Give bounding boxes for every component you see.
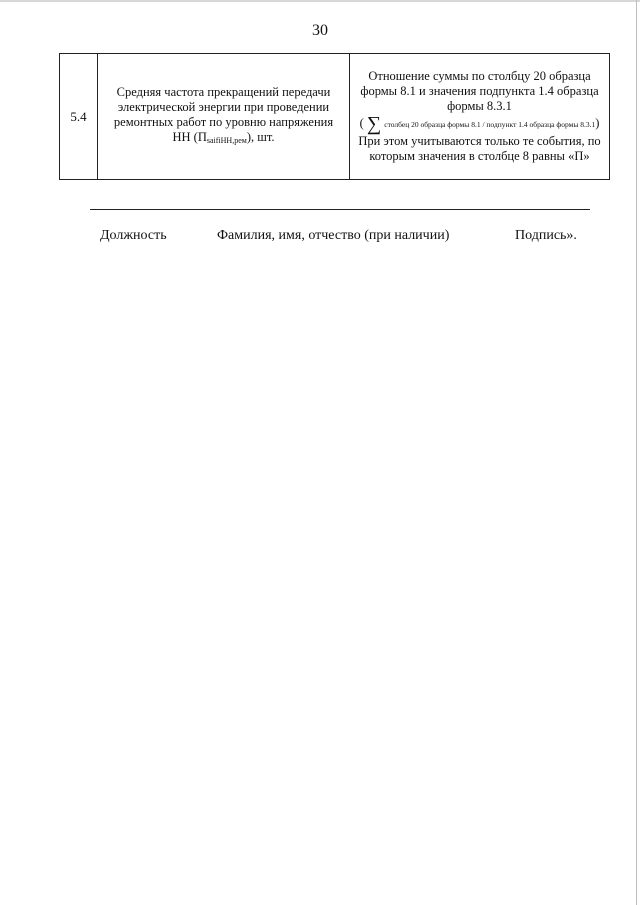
signature-label: Подпись». (515, 228, 577, 243)
table-row (60, 54, 610, 180)
indicator-name-unit: ), шт. (246, 130, 275, 144)
scan-right-edge (636, 0, 637, 905)
calculation-intro: Отношение суммы по столбцу 20 образца формы 8.1 и значения подпункта 1.4 образца формы 8.3.1 (360, 69, 599, 113)
signature-rule (90, 209, 590, 210)
calculation-formula (356, 113, 603, 135)
indicator-name-subscript: saifiНН,рем (206, 136, 247, 145)
position-label: Должность (100, 228, 167, 243)
calculation-method (350, 54, 610, 180)
formula-text: столбец 20 образца формы 8.1 / подпункт 1.4 образца формы 8.3.1 (384, 120, 596, 129)
fullname-label: Фамилия, имя, отчество (при наличии) (217, 228, 450, 243)
scan-top-edge (0, 0, 640, 2)
page-number: 30 (312, 22, 328, 39)
sum-sigma-icon: ∑ (366, 113, 382, 135)
calculation-note: При этом учитываются только те события, по которым значения в столбце 8 равны «П» (358, 134, 601, 163)
indicator-table (59, 53, 610, 180)
formula-close-paren: ) (595, 116, 600, 130)
indicator-name (98, 54, 350, 180)
indicator-name-text: Средняя частота прекращений передачи электрической энергии при проведении ремонтных работ по уровню напряжения НН (П (113, 85, 334, 144)
formula-open-paren: ( (359, 116, 364, 130)
row-number: 5.4 (60, 54, 98, 180)
